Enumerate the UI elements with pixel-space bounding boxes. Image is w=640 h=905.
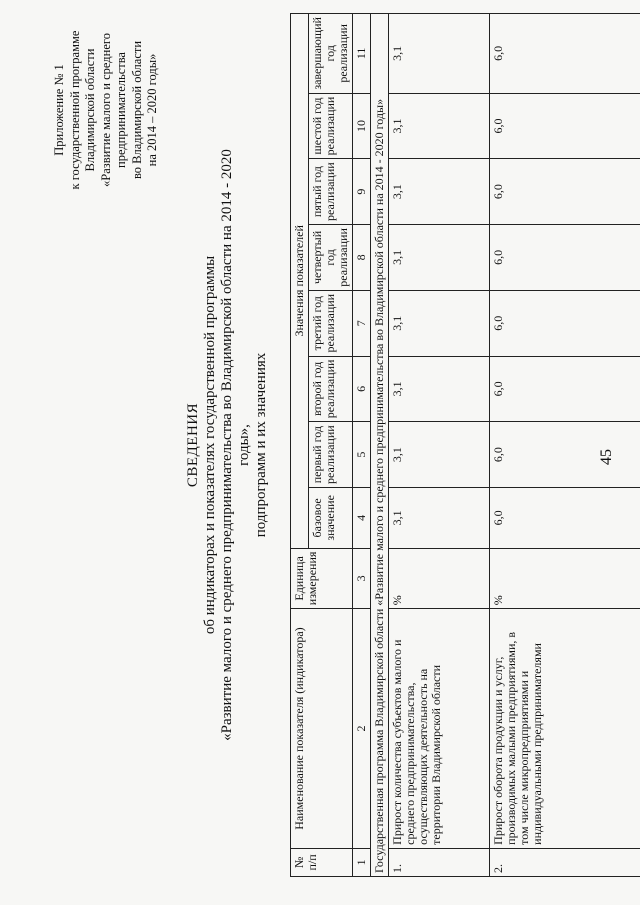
colnum-cell: 3 [353, 548, 371, 609]
header-num: № п/п [291, 848, 353, 876]
header-unit: Единица измерения [291, 548, 353, 609]
row-value-y7: 6,0 [490, 14, 640, 94]
header-year-2: второй год реализации [309, 356, 353, 422]
row-value-y2: 3,1 [389, 356, 490, 422]
row-value-y1: 3,1 [389, 422, 490, 488]
row-value-y5: 3,1 [389, 159, 490, 225]
colnum-cell: 9 [353, 159, 371, 225]
row-value-y6: 3,1 [389, 93, 490, 159]
colnum-cell: 11 [353, 14, 371, 94]
colnum-cell: 5 [353, 422, 371, 488]
colnum-cell: 8 [353, 224, 371, 290]
header-year-3: третий год реализации [309, 290, 353, 356]
page-number: 45 [598, 449, 615, 465]
row-value-y6: 6,0 [490, 93, 640, 159]
section-title: Государственная программа Владимирской области «Развитие малого и среднего предпринимательства во Владимирской области на 2014 - 2020 годы» [371, 14, 389, 877]
header-year-6: шестой год реализации [309, 93, 353, 159]
appendix-line: «Развитие малого и среднего [98, 33, 113, 187]
colnum-cell: 1 [353, 848, 371, 876]
row-value-y5: 6,0 [490, 159, 640, 225]
header-year-5: пятый год реализации [309, 159, 353, 225]
row-value-y2: 6,0 [490, 356, 640, 422]
row-value-y7: 3,1 [389, 14, 490, 94]
document-title [185, 135, 270, 755]
section-row [371, 14, 389, 877]
header-name: Наименование показателя (индикатора) [291, 609, 353, 849]
row-num: 1. [389, 848, 490, 876]
colnum-cell: 4 [353, 488, 371, 548]
row-value-base: 6,0 [490, 488, 640, 548]
appendix-line: предпринимательства [114, 52, 128, 168]
row-value-y4: 3,1 [389, 224, 490, 290]
row-unit: % [490, 548, 640, 609]
row-value-y3: 3,1 [389, 290, 490, 356]
row-value-y3: 6,0 [490, 290, 640, 356]
colnum-cell: 2 [353, 609, 371, 849]
indicators-table [290, 13, 640, 877]
appendix-line: к государственной программе [67, 30, 82, 190]
appendix-line: во Владимирской области [129, 40, 144, 180]
column-number-row [353, 14, 371, 877]
appendix-header [52, 20, 161, 200]
table-row [490, 14, 640, 877]
header-year-1: первый год реализации [309, 422, 353, 488]
appendix-line: Владимирской области [83, 48, 97, 172]
header-year-7: завершающий год реализации [309, 14, 353, 94]
row-value-y4: 6,0 [490, 224, 640, 290]
row-value-y1: 6,0 [490, 422, 640, 488]
row-value-base: 3,1 [389, 488, 490, 548]
title-line: СВЕДЕНИЯ [185, 402, 201, 488]
appendix-line: на 2014 – 2020 годы» [145, 53, 159, 167]
header-values-group: Значения показателей [291, 14, 309, 549]
row-unit: % [389, 548, 490, 609]
header-year-4: четвертый год реализации [309, 224, 353, 290]
appendix-line: Приложение № 1 [52, 64, 66, 156]
colnum-cell: 10 [353, 93, 371, 159]
header-base: базовое значение [309, 488, 353, 548]
colnum-cell: 7 [353, 290, 371, 356]
title-line: «Развитие малого и среднего предпринимательства во Владимирской области на 2014 - 2020 годы», [219, 149, 252, 741]
table-row [389, 14, 490, 877]
row-num: 2. [490, 848, 640, 876]
row-name: Прирост количества субъектов малого и среднего предпринимательства, осуществляющих деятельность на территории Владимирской области [389, 609, 490, 849]
colnum-cell: 6 [353, 356, 371, 422]
row-name: Прирост оборота продукции и услуг, производимых малыми предприятиями, в том числе микропредприятиями и индивидуальными предпринимателями [490, 609, 640, 849]
title-line: подпрограмм и их значениях [253, 352, 269, 538]
title-line: об индикаторах и показателях государственной программы [202, 255, 218, 635]
